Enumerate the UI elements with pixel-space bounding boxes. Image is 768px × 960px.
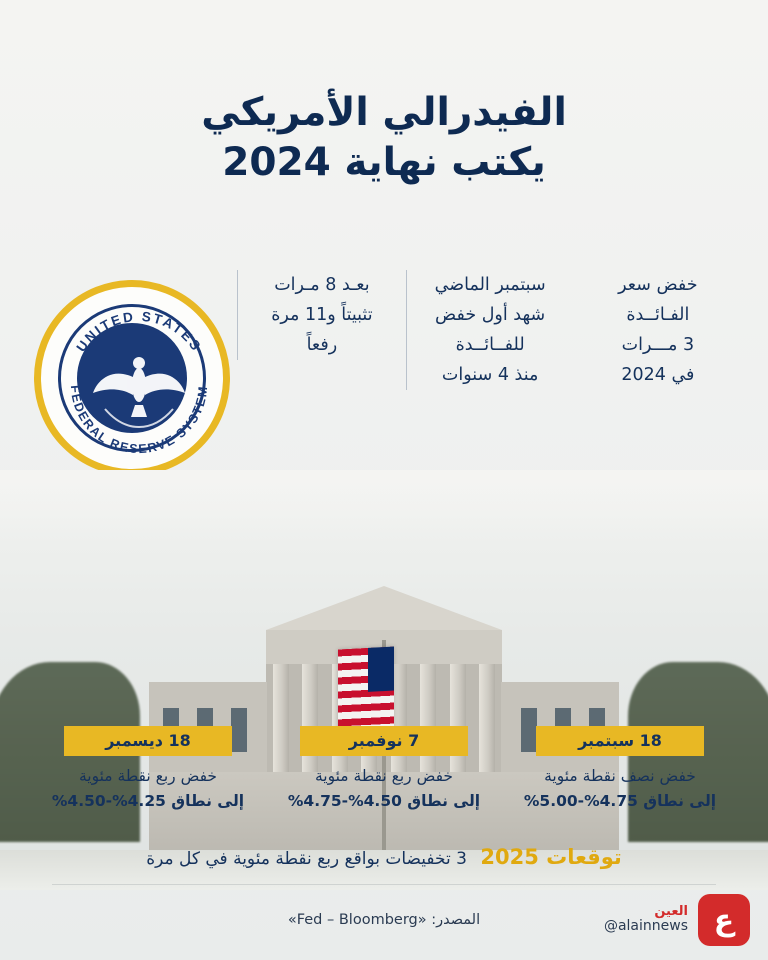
decision-card-november (271, 726, 497, 814)
fact-september-line-3: للفــائــدة (455, 335, 525, 356)
fact-september (406, 270, 574, 390)
page-title (0, 88, 768, 188)
federal-reserve-building-photo (0, 470, 768, 890)
footer-divider (52, 884, 716, 885)
fact-rate-cuts-line-4: في 2024 (621, 365, 695, 386)
decision-date-november: 7 نوفمبر (300, 726, 468, 756)
decision-date-september: 18 سبتمبر (536, 726, 704, 756)
fact-meetings (237, 270, 405, 360)
decision-card-september (507, 726, 733, 814)
forecast-text: 3 تخفيضات بواقع ربع نقطة مئوية في كل مرة (146, 849, 467, 869)
federal-reserve-seal-icon (34, 280, 230, 476)
decision-range-december: إلى نطاق 4.25%-4.50% (51, 791, 245, 810)
decision-cards (0, 726, 768, 814)
forecast-label: توقعات 2025 (480, 845, 622, 869)
fact-meetings-line-3: رفعاً (306, 335, 338, 356)
us-flag-icon (338, 647, 394, 732)
decision-action-september: خفض نصف نقطة مئوية (544, 767, 696, 785)
fact-rate-cuts-line-3: 3 مـــرات (621, 335, 695, 356)
photo-top-fade (0, 470, 768, 540)
fact-rate-cuts-line-2: الفـائــدة (626, 305, 690, 326)
facts-row (0, 270, 768, 476)
flag-canton (368, 647, 394, 692)
decision-card-december (35, 726, 261, 814)
fact-rate-cuts-line-1: خفض سعر (618, 275, 698, 295)
source-text: المصدر: «Fed – Bloomberg» (287, 912, 481, 928)
title-line-1: الفيدرالي الأمريكي (201, 90, 567, 135)
building-pediment (266, 586, 502, 630)
decision-body-december (35, 764, 261, 814)
decision-range-november: إلى نطاق 4.50%-4.75% (287, 791, 481, 810)
fact-september-line-1: سبتمبر الماضي (434, 275, 546, 295)
fact-september-line-2: شهد أول خفض (435, 305, 546, 326)
fact-meetings-line-2: تثبيتاً و11 مرة (271, 305, 373, 326)
fact-meetings-line-1: بعـد 8 مـرات (274, 275, 370, 295)
brand-texts (604, 905, 688, 935)
decision-range-september: إلى نطاق 4.75%-5.00% (523, 791, 717, 810)
alain-logo-icon: ع (698, 894, 750, 946)
federal-reserve-seal-wrap (26, 270, 237, 476)
decision-body-november (271, 764, 497, 814)
svg-text:FEDERAL RESERVE SYSTEM: FEDERAL RESERVE SYSTEM (67, 384, 210, 457)
decision-date-december: 18 ديسمبر (64, 726, 232, 756)
decision-body-september (507, 764, 733, 814)
fact-rate-cuts (574, 270, 742, 390)
fact-september-line-4: منذ 4 سنوات (441, 365, 539, 386)
title-line-2: يكتب نهاية 2024 (222, 139, 546, 185)
forecast-line (0, 845, 768, 869)
decision-action-november: خفض ربع نقطة مئوية (314, 767, 454, 785)
brand-handle: @alainnews (603, 918, 688, 935)
brand-block (604, 894, 750, 946)
svg-text:UNITED STATES: UNITED STATES (73, 308, 205, 355)
decision-action-december: خفض ربع نقطة مئوية (78, 767, 218, 785)
brand-name: العين (654, 904, 688, 920)
